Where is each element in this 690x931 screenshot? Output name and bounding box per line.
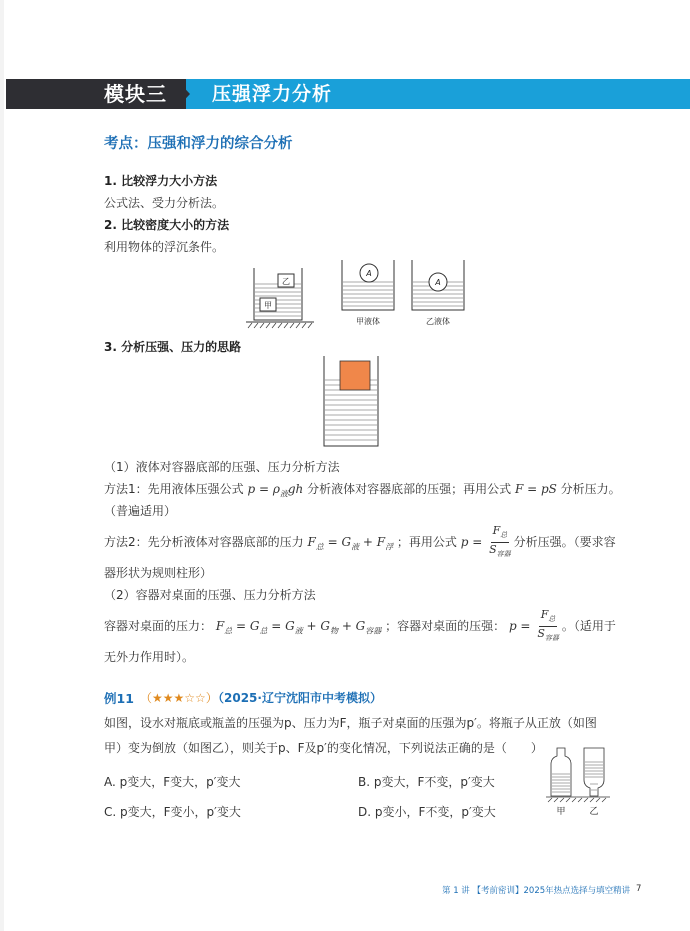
method-1-text-a: 方法1：先用液体压强公式 [104,482,244,496]
formula-f-ps: F = pS [511,482,561,496]
section-title: 考点：压强和浮力的综合分析 [104,136,293,152]
label-jia-liquid: 甲液体 [356,317,380,326]
formula-p-rho-g-h: $p = \rho_液gh$ [243,482,308,499]
method-1-note: （普遍适用） [104,504,177,518]
example-label: 例11 [104,691,134,706]
container-line [104,608,616,645]
heading-3: 3. 分析压强、压力的思路 [104,340,242,354]
container-text-b: ；容器对桌面的压强： [385,619,506,634]
banner-notch [176,79,190,109]
difficulty-stars: （★★★☆☆） [140,691,218,705]
question-line-1: 如图，设水对瓶底或瓶盖的压强为p、压力为F，瓶子对桌面的压强为p′。将瓶子从正放（如图 [104,716,597,730]
method-2-cont: 器形状为规则柱形） [104,566,213,580]
footer-text: 第 1 讲 【考前密训】2025年热点选择与填空精讲 [442,886,631,896]
formula-p-f-over-s: p = $\frac{F_总}{S_{容器}}$ [456,524,511,559]
bottle-label-jia: 甲 [556,807,566,817]
label-jia: 甲 [264,301,272,310]
sub-heading-1: （1）液体对容器底部的压强、压力分析方法 [104,460,340,474]
method-1-text-c: 分析压力。 [560,482,621,496]
question-line-2: 甲）变为倒放（如图乙），则关于p、F及p′的变化情况，下列说法正确的是（ ） [104,741,543,755]
method-1-line [104,480,621,499]
method-2-text-a: 方法2：先分析液体对容器底部的压力 [104,535,304,550]
bottle-label-yi: 乙 [589,807,599,817]
label-yi: 乙 [282,277,290,286]
label-yi-liquid: 乙液体 [426,317,450,326]
heading-2: 2. 比较密度大小的方法 [104,218,230,232]
option-b[interactable]: B. p变大，F不变，p′变大 [358,775,495,789]
example-source: （2025·辽宁沈阳市中考模拟） [212,691,382,705]
sphere-a-right-label: A [435,278,441,287]
formula-f-sum: $F_总 = G_液 + F_浮$ [303,535,394,552]
figure-bottles [544,744,614,820]
formula-f-total: $F_总 = G_总 = G_液 + G_物 + G_{容器}$ [212,619,382,636]
option-c[interactable]: C. p变大，F变小，p′变大 [104,805,241,819]
page-number: 7 [636,884,642,894]
option-d[interactable]: D. p变小，F不变，p′变大 [358,805,496,819]
figure-container-block [318,354,384,450]
sphere-a-left-label: A [366,269,372,278]
orange-block [340,361,370,390]
method-2-text-c: 分析压强。（要求容 [513,535,616,550]
method-2-line [104,524,616,561]
method-2-text-b: ；再用公式 [396,535,457,550]
paragraph-1: 公式法、受力分析法。 [104,196,225,210]
method-1-text-b: 分析液体对容器底部的压强；再用公式 [307,482,512,496]
figure-two-beakers-a [336,258,476,330]
module-label: 模块三 [104,82,167,106]
container-text-c: 。（适用于 [561,619,616,634]
paragraph-2: 利用物体的浮沉条件。 [104,240,225,254]
container-text-a: 容器对桌面的压力： [104,619,213,634]
option-a[interactable]: A. p变大，F变大，p′变大 [104,775,241,789]
formula-p-container: p = $\frac{F_总}{S_{容器}}$ [505,608,559,643]
container-cont: 无外力作用时）。 [104,650,195,664]
module-title: 压强浮力分析 [212,83,333,105]
figure-beaker-jia-yi [240,262,330,332]
page-edge [0,0,4,931]
heading-1: 1. 比较浮力大小方法 [104,174,218,188]
sub-heading-2: （2）容器对桌面的压强、压力分析方法 [104,588,316,602]
